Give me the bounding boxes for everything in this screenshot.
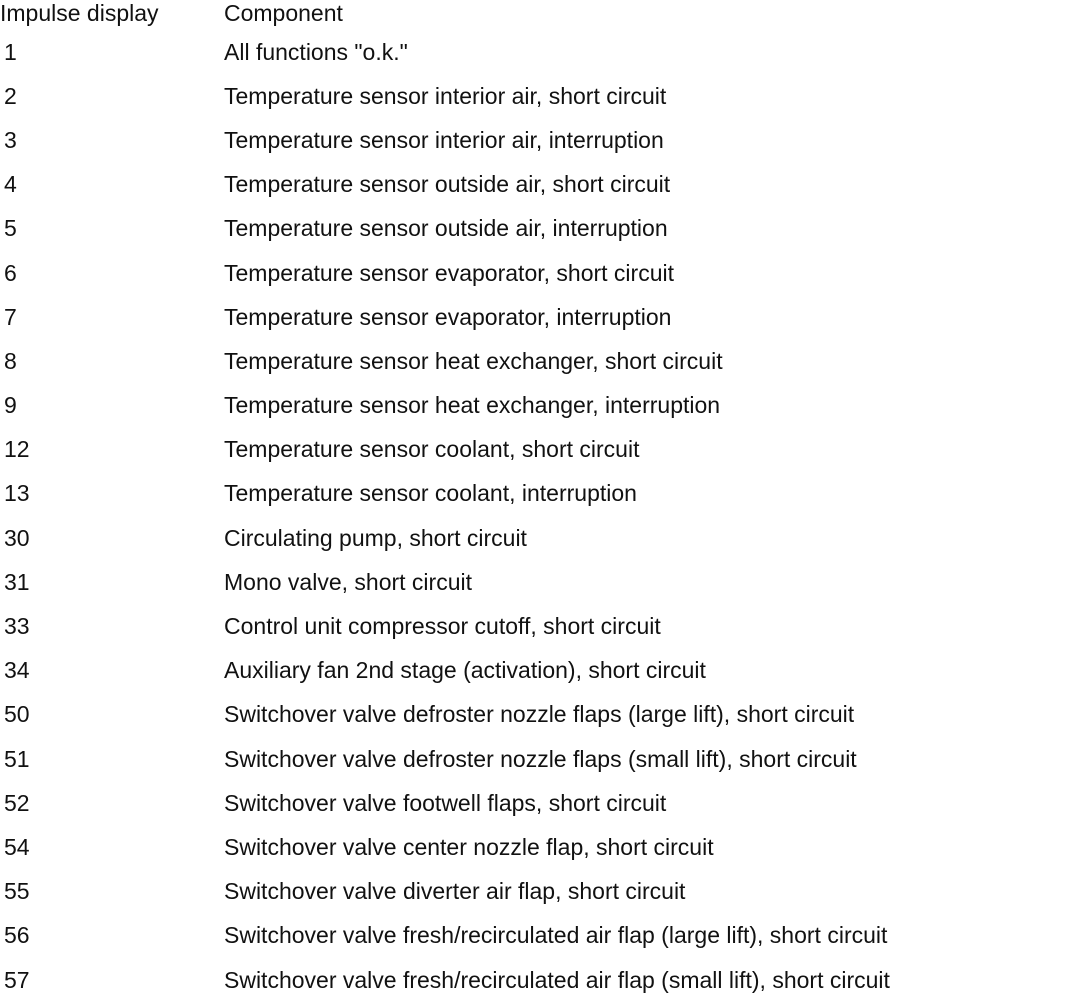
impulse-code: 4 bbox=[4, 171, 17, 198]
impulse-code: 33 bbox=[4, 613, 30, 640]
table-row bbox=[0, 781, 1072, 825]
component-description: Auxiliary fan 2nd stage (activation), short circuit bbox=[224, 657, 706, 684]
table-row bbox=[0, 163, 1072, 207]
impulse-code: 3 bbox=[4, 126, 17, 153]
header-impulse-display: Impulse display bbox=[0, 0, 159, 26]
component-description: Temperature sensor coolant, interruption bbox=[224, 480, 637, 507]
component-description: Control unit compressor cutoff, short circuit bbox=[224, 613, 661, 640]
table-row bbox=[0, 339, 1072, 383]
table-row bbox=[0, 384, 1072, 428]
impulse-code: 54 bbox=[4, 833, 30, 860]
impulse-code: 31 bbox=[4, 568, 30, 595]
impulse-code: 8 bbox=[4, 347, 17, 374]
component-description: Temperature sensor interior air, short circuit bbox=[224, 82, 667, 109]
impulse-code: 9 bbox=[4, 392, 17, 419]
table-row bbox=[0, 914, 1072, 958]
impulse-code: 56 bbox=[4, 922, 30, 949]
table-row bbox=[0, 649, 1072, 693]
table-row bbox=[0, 737, 1072, 781]
component-description: Temperature sensor outside air, short circuit bbox=[224, 171, 671, 198]
component-description: Temperature sensor heat exchanger, short circuit bbox=[224, 347, 723, 374]
impulse-code: 57 bbox=[4, 966, 30, 993]
component-description: Switchover valve defroster nozzle flaps (small lift), short circuit bbox=[224, 745, 857, 772]
table-row bbox=[0, 870, 1072, 914]
table-row bbox=[0, 516, 1072, 560]
table-row bbox=[0, 30, 1072, 74]
table-row bbox=[0, 472, 1072, 516]
impulse-code: 51 bbox=[4, 745, 30, 772]
component-description: Temperature sensor evaporator, short circuit bbox=[224, 259, 674, 286]
component-description: Switchover valve fresh/recirculated air flap (small lift), short circuit bbox=[224, 966, 890, 993]
header-component: Component bbox=[224, 0, 343, 26]
table-body bbox=[0, 30, 1072, 1002]
component-description: Temperature sensor interior air, interruption bbox=[224, 126, 664, 153]
component-description: All functions "o.k." bbox=[224, 38, 408, 65]
impulse-code: 50 bbox=[4, 701, 30, 728]
table-row bbox=[0, 118, 1072, 162]
table-row bbox=[0, 825, 1072, 869]
table-row bbox=[0, 251, 1072, 295]
impulse-code: 13 bbox=[4, 480, 30, 507]
component-description: Temperature sensor coolant, short circuit bbox=[224, 436, 640, 463]
component-description: Switchover valve footwell flaps, short circuit bbox=[224, 789, 667, 816]
impulse-code: 5 bbox=[4, 215, 17, 242]
impulse-code: 52 bbox=[4, 789, 30, 816]
impulse-code: 6 bbox=[4, 259, 17, 286]
table-row bbox=[0, 693, 1072, 737]
impulse-code: 2 bbox=[4, 82, 17, 109]
table-row bbox=[0, 295, 1072, 339]
component-description: Switchover valve center nozzle flap, short circuit bbox=[224, 833, 714, 860]
component-description: Switchover valve diverter air flap, short circuit bbox=[224, 878, 686, 905]
table-header bbox=[0, 0, 1072, 30]
table-row bbox=[0, 74, 1072, 118]
table-row bbox=[0, 428, 1072, 472]
component-description: Temperature sensor outside air, interruption bbox=[224, 215, 668, 242]
impulse-code: 1 bbox=[4, 38, 17, 65]
impulse-code: 30 bbox=[4, 524, 30, 551]
component-description: Mono valve, short circuit bbox=[224, 568, 472, 595]
component-description: Circulating pump, short circuit bbox=[224, 524, 527, 551]
component-description: Switchover valve fresh/recirculated air flap (large lift), short circuit bbox=[224, 922, 888, 949]
component-description: Temperature sensor heat exchanger, interruption bbox=[224, 392, 721, 419]
table-row bbox=[0, 207, 1072, 251]
impulse-code: 12 bbox=[4, 436, 30, 463]
table-row bbox=[0, 560, 1072, 604]
impulse-code: 34 bbox=[4, 657, 30, 684]
component-description: Temperature sensor evaporator, interruption bbox=[224, 303, 672, 330]
table-row bbox=[0, 958, 1072, 1002]
table-row bbox=[0, 604, 1072, 648]
impulse-code: 55 bbox=[4, 878, 30, 905]
impulse-code: 7 bbox=[4, 303, 17, 330]
component-description: Switchover valve defroster nozzle flaps (large lift), short circuit bbox=[224, 701, 855, 728]
